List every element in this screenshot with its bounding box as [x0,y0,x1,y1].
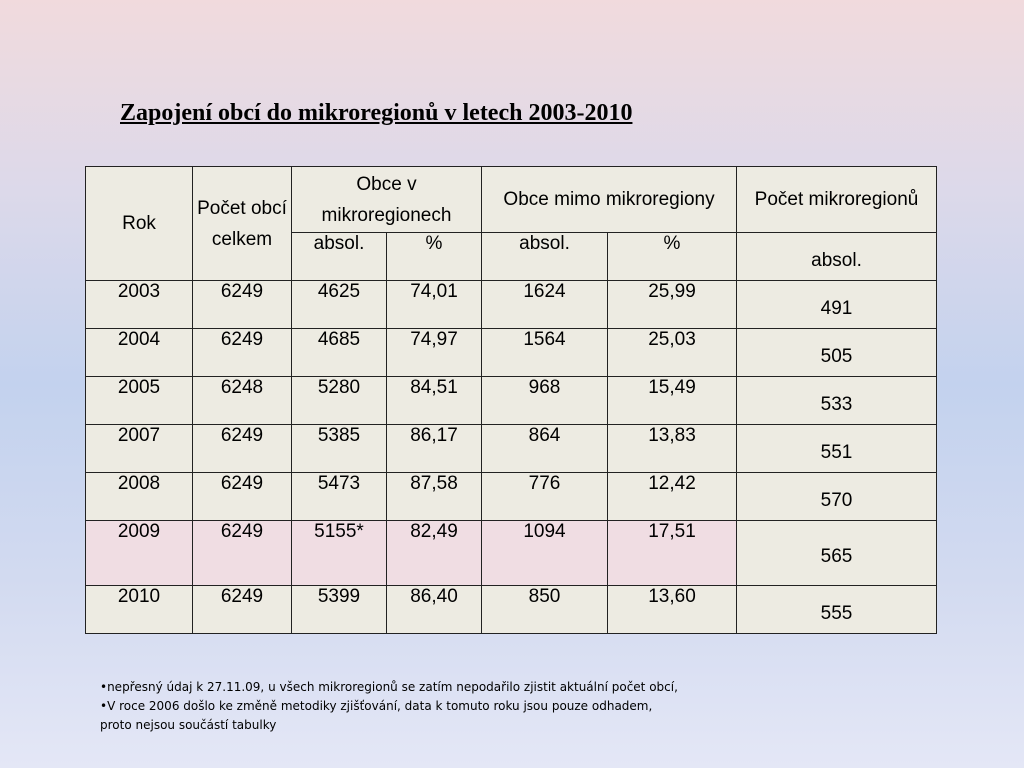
cell-mimo-absol: 864 [482,425,608,473]
cell-v-pct: 74,97 [387,329,482,377]
cell-celkem: 6249 [193,425,292,473]
cell-rok: 2003 [86,281,193,329]
header-pocet-mikroregionu: Počet mikroregionů [737,167,937,233]
table-row [86,281,937,329]
page-title: Zapojení obcí do mikroregionů v letech 2003-2010 [120,100,633,126]
table-row [86,473,937,521]
header-obce-mimo: Obce mimo mikroregiony [482,167,737,233]
cell-v-absol: 4625 [292,281,387,329]
cell-v-absol: 5280 [292,377,387,425]
cell-mikroregiony: 565 [737,521,937,586]
header-obce-v: Obce v mikroregionech [292,167,482,233]
subheader-mikroregiony-absol: absol. [737,233,937,281]
cell-v-absol: 4685 [292,329,387,377]
cell-rok: 2004 [86,329,193,377]
table-row [86,425,937,473]
footnote-2: •V roce 2006 došlo ke změně metodiky zjišťování, data k tomuto roku jsou pouze odhadem, [100,699,653,713]
cell-mimo-absol: 1624 [482,281,608,329]
subheader-v-absol: absol. [292,233,387,281]
cell-mimo-pct: 12,42 [608,473,737,521]
footnote-3: proto nejsou součástí tabulky [100,718,277,732]
cell-mikroregiony: 533 [737,377,937,425]
table-row [86,586,937,634]
data-table [85,166,937,634]
cell-mikroregiony: 555 [737,586,937,634]
cell-mimo-absol: 1094 [482,521,608,586]
cell-v-pct: 82,49 [387,521,482,586]
cell-rok: 2009 [86,521,193,586]
cell-v-pct: 86,40 [387,586,482,634]
cell-v-pct: 87,58 [387,473,482,521]
table-row [86,329,937,377]
cell-celkem: 6249 [193,521,292,586]
header-rok: Rok [86,167,193,281]
table-row [86,377,937,425]
cell-mimo-pct: 25,99 [608,281,737,329]
cell-mikroregiony: 570 [737,473,937,521]
cell-mikroregiony: 551 [737,425,937,473]
cell-v-absol: 5155* [292,521,387,586]
cell-celkem: 6249 [193,473,292,521]
cell-mimo-pct: 25,03 [608,329,737,377]
cell-mikroregiony: 505 [737,329,937,377]
cell-mikroregiony: 491 [737,281,937,329]
subheader-v-percent: % [387,233,482,281]
subheader-mimo-percent: % [608,233,737,281]
cell-mimo-pct: 17,51 [608,521,737,586]
footnotes [100,678,678,735]
cell-v-pct: 84,51 [387,377,482,425]
cell-v-absol: 5399 [292,586,387,634]
cell-rok: 2005 [86,377,193,425]
cell-v-pct: 74,01 [387,281,482,329]
cell-v-pct: 86,17 [387,425,482,473]
cell-rok: 2008 [86,473,193,521]
cell-mimo-pct: 13,60 [608,586,737,634]
cell-mimo-pct: 13,83 [608,425,737,473]
cell-rok: 2007 [86,425,193,473]
cell-mimo-absol: 968 [482,377,608,425]
cell-celkem: 6248 [193,377,292,425]
cell-celkem: 6249 [193,281,292,329]
cell-mimo-absol: 776 [482,473,608,521]
table-row [86,521,937,586]
footnote-1: •nepřesný údaj k 27.11.09, u všech mikroregionů se zatím nepodařilo zjistit aktuální počet obcí, [100,680,678,694]
cell-mimo-pct: 15,49 [608,377,737,425]
cell-mimo-absol: 850 [482,586,608,634]
cell-rok: 2010 [86,586,193,634]
cell-v-absol: 5385 [292,425,387,473]
subheader-mimo-absol: absol. [482,233,608,281]
header-pocet-obci: Počet obcí celkem [193,167,292,281]
cell-v-absol: 5473 [292,473,387,521]
cell-mimo-absol: 1564 [482,329,608,377]
cell-celkem: 6249 [193,329,292,377]
cell-celkem: 6249 [193,586,292,634]
